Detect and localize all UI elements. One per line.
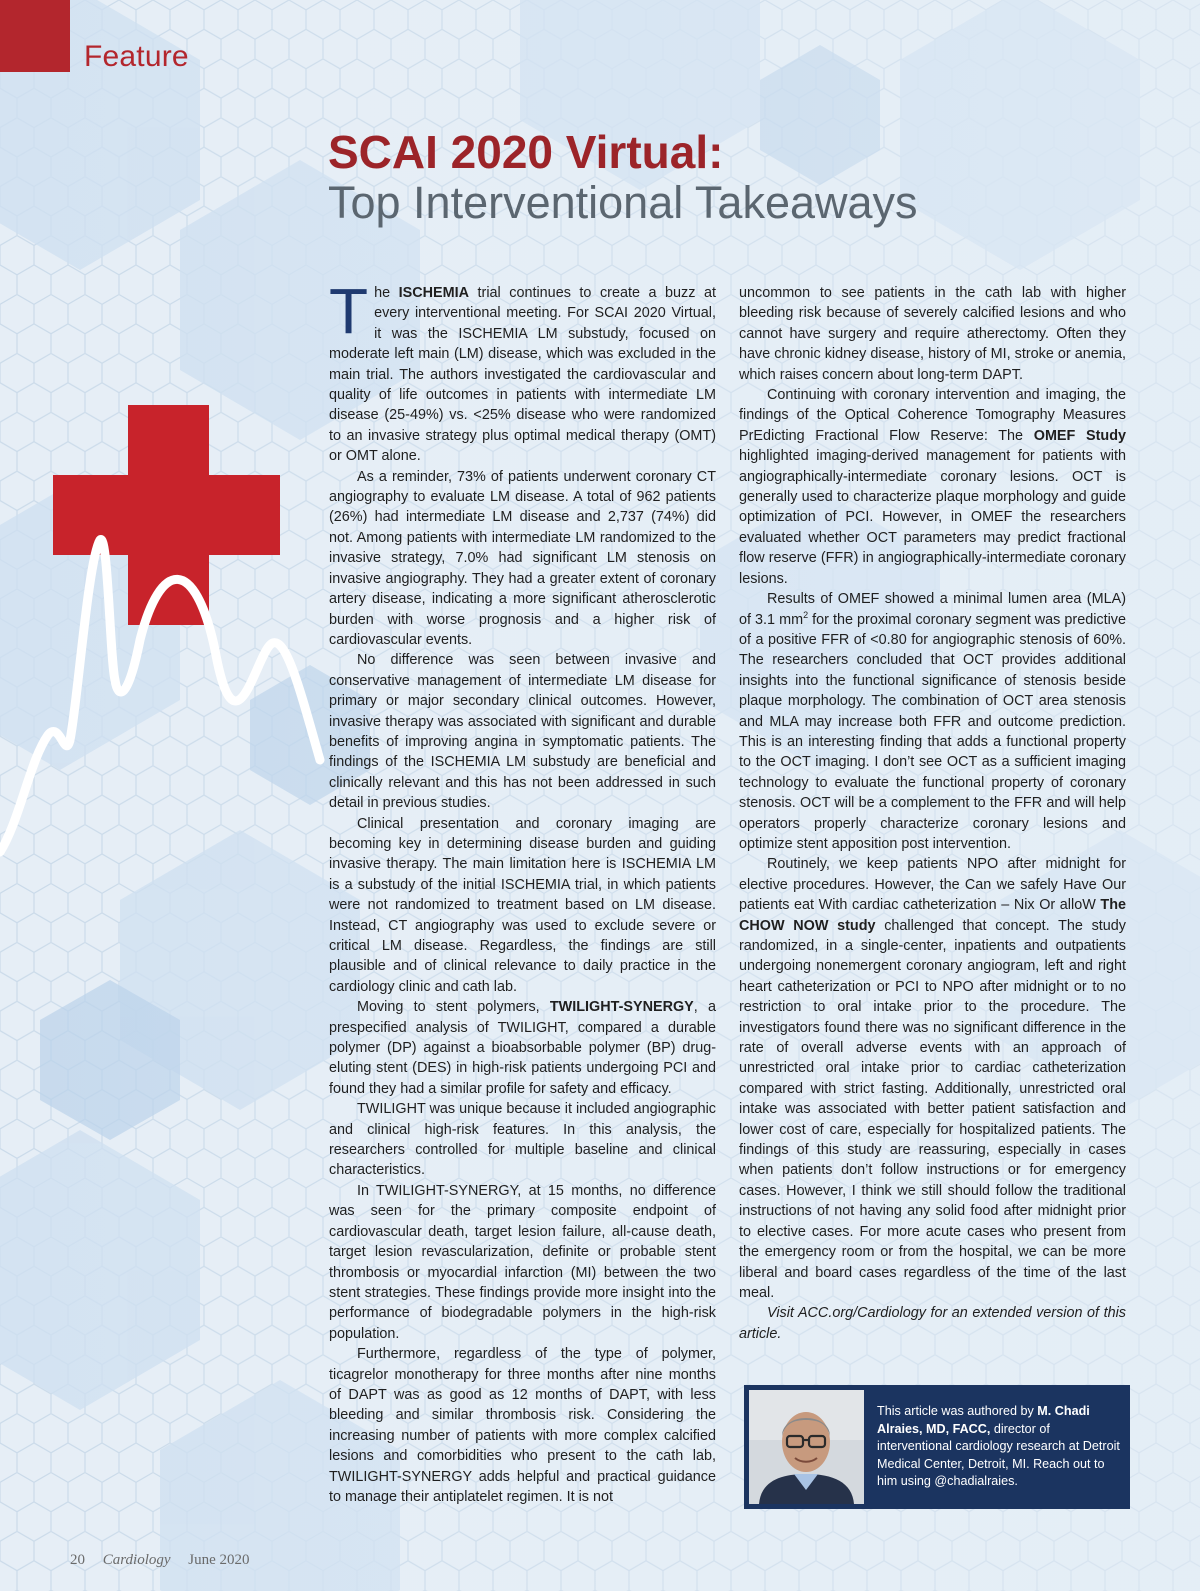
author-photo [749,1390,864,1504]
article-paragraph: TWILIGHT was unique because it included angiographic and clinical high-risk features. In this analysis, the researchers controlled for multiple baseline and clinical characteristics. [329,1101,716,1179]
article-paragraph: As a reminder, 73% of patients underwent coronary CT angiography to evaluate LM disease. A total of 962 patients (26%) had intermediate LM disease and 2,737 (74%) did not. Among patients with intermediate LM randomized to the invasive strategy, 7.0% had significant LM stenosis on invasive angiography. They had a greater extent of coronary artery disease, indicating a more significant atherosclerotic burden with worse prognosis and a higher risk of cardiovascular events. [329,468,716,648]
title-main: SCAI 2020 Virtual: [328,126,724,178]
page-footer [70,1552,264,1569]
article-paragraph: Continuing with coronary intervention and imaging, the findings of the Optical Coherence Tomography Measures PrEdicting Fractional Flow Reserve: The OMEF Study highlighted imaging-derived management for patients with angiographically-intermediate coronary lesions. OCT is generally used to characterize plaque morphology and guide optimization of PCI. However, in OMEF the researchers evaluated whether OCT parameters may predict fractional flow reserve (FFR) in angiographically-intermediate coronary lesions. [739,387,1126,587]
study-name: TWILIGHT-SYNERGY [549,999,694,1016]
article-paragraph: In TWILIGHT-SYNERGY, at 15 months, no difference was seen for the primary composite endpoint of cardiovascular death, target lesion failure, all-cause death, target lesion revascularization, definite or probable stent thrombosis or myocardial infarction (MI) between the two stent strategies. These findings provide more insight into the performance of biodegradable polymers in the high-risk population. [329,1182,716,1342]
issue-date: June 2020 [188,1552,250,1568]
page-number: 20 [70,1552,85,1568]
article-paragraph: Routinely, we keep patients NPO after midnight for elective procedures. However, the Can we safely Have Our patients eat With cardiac catheterization – Nix Or alloW The CHOW NOW study challenged that concept. The study randomized, in a single-center, inpatients and outpatients undergoing nonemergent coronary angiogram, left and right heart catheterization or PCI to NPO after midnight or to no restriction to oral intake prior to the procedure. The investigators found there was no significant difference in the rate of overall adverse events with an approach of unrestricted oral intake prior to cardiac catheterization compared with strict fasting. Additionally, unrestricted oral intake was associated with better patient satisfaction and lower cost of care, especially for hospitalized patients. The findings of this study are reassuring, especially in cases when patients don’t follow instructions or for emergency cases. However, I think we still should follow the traditional instructions of not having any solid food after midnight prior to elective cases. For more acute cases who present from the emergency room or from the hospital, we can be more liberal and board cases regardless of the time of the last meal. [739,856,1126,1301]
article-paragraph: Clinical presentation and coronary imaging are becoming key in determining disease burden and guiding invasive therapy. The main limitation here is ISCHEMIA LM is a substudy of the initial ISCHEMIA trial, in which patients were not randomized to treatment based on LM disease. Instead, CT angiography was used to exclude severe or critical LM disease. Regardless, the findings are still plausible and of clinical relevance to daily practice in the cardiology clinic and cath lab. [329,815,716,995]
article-paragraph: Results of OMEF showed a minimal lumen area (MLA) of 3.1 $mm^2$ for the proximal coronary segment was predictive of a positive FFR of <0.80 for angiographic stenosis of 60%. The researchers concluded that OCT provides additional insights into the functional significance of stenosis beside plaque morphology. The combination of OCT area stenosis and MLA may increase both FFR and outcome prediction. This is an interesting finding that adds a functional property to the OCT imaging. I don’t see OCT as a sufficient imaging technology to evaluate the functional property of coronary stenosis. OCT will be a complement to the FFR and will help operators properly characterize coronary lesions and optimize stent apposition post intervention. [739,591,1127,852]
study-name: OMEF Study [1033,427,1126,444]
article-column-1 [329,275,716,1507]
study-name: The CHOW NOW study [739,897,1126,934]
section-color-block [0,0,70,72]
title-subtitle: Top Interventional Takeaways [328,177,918,228]
magazine-name: Cardiology [102,1552,171,1568]
section-label: Feature [84,40,189,73]
author-bio-box [744,1385,1130,1509]
article-paragraph: Furthermore, regardless of the type of polymer, ticagrelor monotherapy for three months after nine months of DAPT was as good as 12 months of DAPT, with less bleeding and similar thrombosis risk. Considering the increasing number of patients with more complex calcified lesions and comorbidities who present to the cath lab, TWILIGHT-SYNERGY adds helpful and practical guidance to manage their antiplatelet regimen. It is not [329,1346,716,1505]
article-paragraph: No difference was seen between invasive and conservative management of intermediate LM disease for primary or major secondary clinical outcomes. However, invasive therapy was associated with significant and durable benefits of improving angina in symptomatic patients. The findings of the ISCHEMIA LM substudy are beneficial and clinically relevant and this has not been addressed in such detail in previous studies. [329,652,716,812]
author-bio-text: This article was authored by M. Chadi Alraies, MD, FACC, director of interventional cardiology research at Detroit Medical Center, Detroit, MI. Reach out to him using @chadialraies. [877,1404,1120,1489]
author-name: M. Chadi Alraies, MD, FACC, [877,1404,1090,1436]
study-name: ISCHEMIA [398,285,470,301]
article-column-2 [739,283,1126,1344]
article-title [328,126,1128,228]
article-paragraph: Moving to stent polymers, TWILIGHT-SYNERGY, a prespecified analysis of TWILIGHT, compared a durable polymer (DP) against a bioabsorbable polymer (BP) drug-eluting stent (DES) in high-risk patients undergoing PCI and found they had a similar profile for safety and efficacy. [329,999,716,1097]
article-paragraph: The ISCHEMIA trial continues to create a buzz at every interventional meeting. For SCAI 2020 Virtual, it was the ISCHEMIA LM substudy, focused on moderate left main (LM) disease, which was excluded in the main trial. The authors investigated the cardiovascular and quality of life outcomes in patients with intermediate LM disease (25-49%) vs. <25% disease who were randomized to an invasive strategy plus optimal medical therapy (OMT) or OMT alone. [329,275,716,465]
extended-version-note: Visit ACC.org/Cardiology for an extended version of this article. [739,1305,1126,1342]
article-paragraph: uncommon to see patients in the cath lab with higher bleeding risk because of severely calcified lesions and who cannot have surgery and require atherectomy. Often they have chronic kidney disease, history of MI, stroke or anemia, which raises concern about long-term DAPT. [739,285,1126,383]
drop-cap: T [329,275,369,347]
